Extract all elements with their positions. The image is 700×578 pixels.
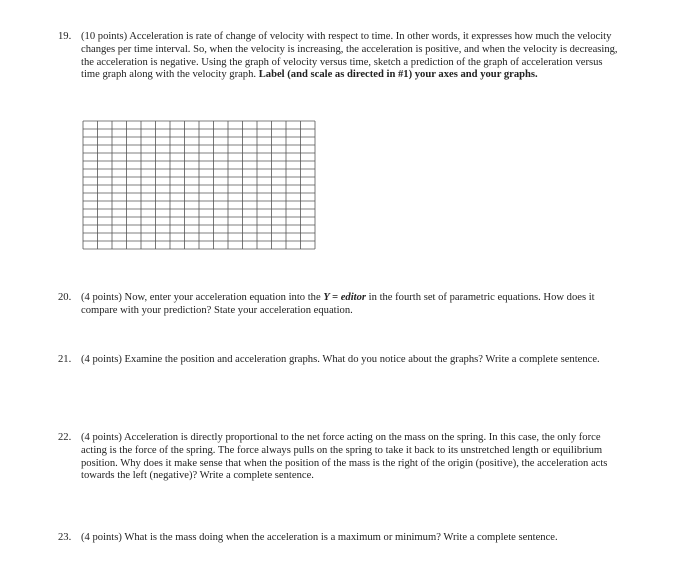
question-number: 20. bbox=[58, 292, 72, 303]
question-text: (4 points) Now, enter your acceleration equation into the bbox=[81, 292, 324, 303]
question-19 bbox=[58, 31, 618, 82]
equation-editor-name: Y = editor bbox=[323, 292, 367, 303]
question-number: 19. bbox=[58, 31, 72, 42]
question-number: 23. bbox=[58, 532, 72, 543]
answer-grid[interactable] bbox=[82, 120, 316, 250]
question-20 bbox=[58, 292, 618, 318]
question-text: (4 points) What is the mass doing when the acceleration is a maximum or minimum? Write a complete sentence. bbox=[81, 532, 558, 543]
question-text-continued: in the fourth set of parametric equations. How does it compare with your prediction? State your acceleration equation. bbox=[81, 292, 595, 316]
question-number: 21. bbox=[58, 354, 72, 365]
question-number: 22. bbox=[58, 432, 72, 443]
question-text: (4 points) Examine the position and acceleration graphs. What do you notice about the graphs? Write a complete sentence. bbox=[81, 354, 600, 365]
question-bold-instruction: Label (and scale as directed in #1) your axes and your graphs. bbox=[258, 69, 538, 81]
question-23 bbox=[58, 532, 618, 545]
question-text: (10 points) Acceleration is rate of change of velocity with respect to time. In other words, it expresses how much the velocity changes per time interval. So, when the velocity is increasing, the acceleration is positive, and when the velocity is decreasing, the acceleration is negative. Using the graph of velocity versus time, sketch a prediction of the graph of acceleration versus time graph along with the velocity graph. bbox=[81, 31, 618, 81]
question-22 bbox=[58, 432, 618, 483]
question-21 bbox=[58, 354, 618, 367]
question-text: (4 points) Acceleration is directly proportional to the net force acting on the mass on the spring. In this case, the only force acting is the force of the spring. The force always pulls on the spring to take it back to its unstretched length or equilibrium position. Why does it make sense that when the position of the mass is the right of the origin (positive), the acceleration acts towards the left (negative)? Write a complete sentence. bbox=[81, 432, 608, 482]
